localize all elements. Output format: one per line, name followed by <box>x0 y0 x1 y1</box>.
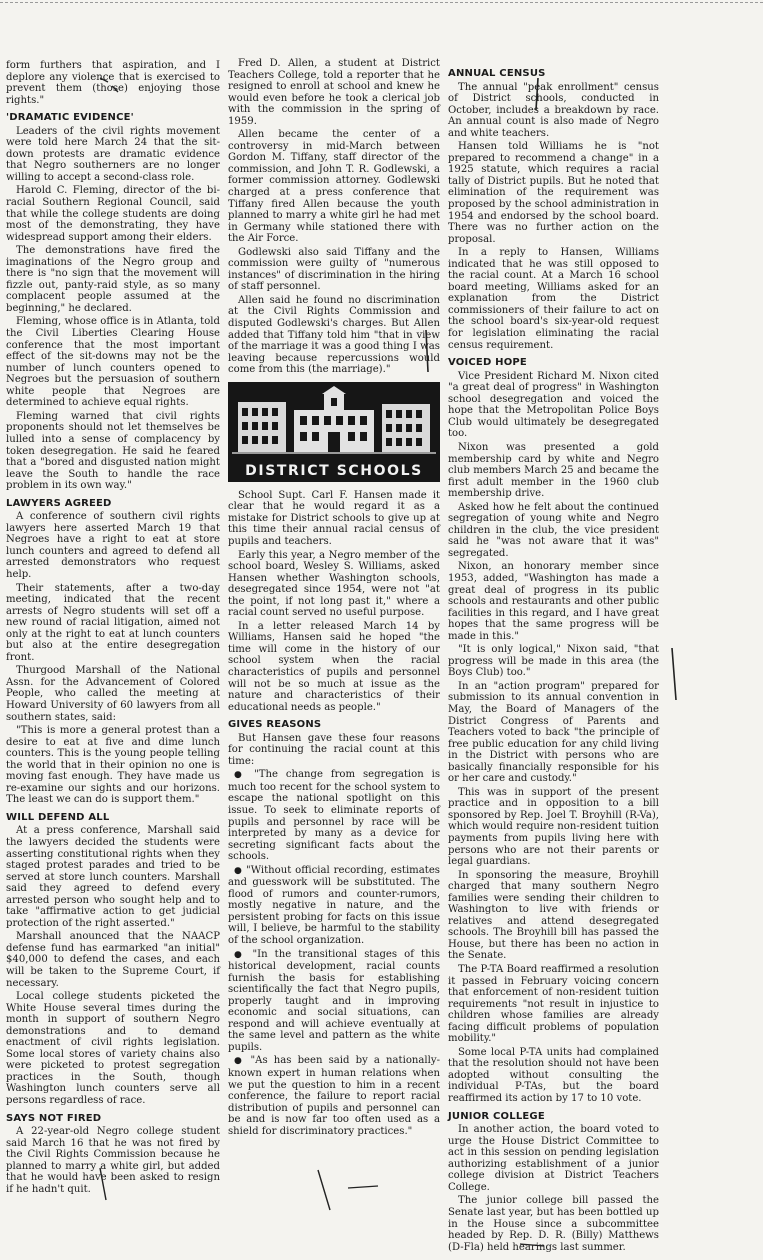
column-3 <box>448 62 659 1255</box>
paragraph: Fred D. Allen, a student at District Teachers College, told a reporter that he resigned to enroll at school and knew he would even before he took a clerical job with the commission in the spring of 1959. <box>228 58 440 127</box>
paragraph: Asked how he felt about the continued segregation of young white and Negro children in the club, the vice president said he "was not aware that it was" segregated. <box>448 501 659 559</box>
section-heading-says-not-fired: SAYS NOT FIRED <box>6 1112 102 1124</box>
paragraph: School Supt. Carl F. Hansen made it clear that he would regard it as a mistake for District schools to give up at this time their annual racial census of pupils and teachers. <box>228 489 440 547</box>
section-heading-annual-census: ANNUAL CENSUS <box>448 68 546 79</box>
section-heading-dramatic-evidence: 'DRAMATIC EVIDENCE' <box>6 112 134 124</box>
paragraph: At a press conference, Marshall said the lawyers decided the students were asserting constitutional rights when they staged protest parades and tried to be served at store lunch counters. Marshall said they agreed to defend every arrested person who sought help and to take "affirmative action to get judicial protection of the right asserted." <box>6 825 220 929</box>
district-schools-banner-text: DISTRICT SCHOOLS <box>245 463 423 480</box>
paragraph: Allen became the center of a controversy in mid-March between Gordon M. Tiffany, staff director of the commission, and John T. R. Godlewski, a former commission attorney. Godlewski charged at a press conference that Tiffany fired Allen because the youth planned to marry a white girl he had met in Germany while stationed there with the Air Force. <box>228 129 440 245</box>
section-heading-will-defend-all: WILL DEFEND ALL <box>6 811 110 823</box>
district-schools-graphic <box>228 382 440 482</box>
paragraph: In an "action program" prepared for submission to its annual convention in May, the Board of Managers of the District Congress of Parents and Teachers voted to back "the principle of free public education for any child living in the District with persons who are basically financially responsible for his or her care and custody." <box>448 680 659 785</box>
paragraph: Nixon, an honorary member since 1953, added, "Washington has made a great deal of progress in its public schools and restaurants and other public facilities in this regard, and I have great hopes that the same progress will be made in this." <box>448 561 659 642</box>
paragraph: But Hansen gave these four reasons for continuing the racial count at this time: <box>228 732 440 767</box>
paragraph: Fleming, whose office is in Atlanta, told the Civil Liberties Clearing House conference that the most important effect of the sit-downs may not be the number of lunch counters opened to Negroes but the persuasion of southern white people that Negroes are determined to achieve equal rights. <box>6 316 220 409</box>
paragraph: "This is more a general protest than a desire to eat at five and dime lunch counters. This is the young people telling the world that in their opinion no one is moving fast enough. They have made us re-examine our sights and our horizons. The least we can do is support them." <box>6 725 220 806</box>
paragraph: In another action, the board voted to urge the House District Committee to act in this session on pending legislation authorizing establishment of a junior college division at District Teachers College. <box>448 1124 659 1193</box>
paragraph: Hansen told Williams he is "not prepared to recommend a change" in a 1925 statute, which requires a racial tally of District pupils. But he noted that elimination of the requirement was proposed by the school administration in 1954 and endorsed by the school board. There was no further action on the proposal. <box>448 141 659 245</box>
paragraph: This was in support of the present practice and in opposition to a bill sponsored by Rep. Joel T. Broyhill (R-Va), which would require non-resident tuition payments from pupils living here with persons who are not their parents or legal guardians. <box>448 786 659 868</box>
paragraph: form furthers that aspiration, and I deplore any violence that is exercised to prevent them (those) enjoying those rights." <box>6 60 220 106</box>
column-2 <box>228 58 440 1139</box>
paragraph: Godlewski also said Tiffany and the commission were guilty of "numerous instances" of discrimination in the hiring of staff personnel. <box>228 246 440 293</box>
section-heading-junior-college: JUNIOR COLLEGE <box>448 1110 545 1122</box>
section-heading-voiced-hope: VOICED HOPE <box>448 357 527 369</box>
paragraph: The demonstrations have fired the imaginations of the Negro group and there is "no sign that the movement will fizzle out, panty-raid style, as so many complacent people assumed at the beginning," he declared. <box>6 245 220 314</box>
bullet-reason-4: ● "As has been said by a nationally-known expert in human relations when we put the question to him in a recent conference, the failure to report racial distribution of pupils and personnel can be and is now far too often used as a shield for discriminatory practices." <box>228 1055 440 1137</box>
page-top-rule <box>0 2 763 3</box>
paragraph: Nixon was presented a gold membership card by white and Negro club members March 25 and became the first adult member in the 1960 club membership drive. <box>448 441 659 500</box>
paragraph: Fleming warned that civil rights proponents should not let themselves be lulled into a sense of complacency by token desegregation. He said he feared that a "bored and disgusted nation might leave the South to handle the race problem in its own way." <box>6 410 220 492</box>
column-1 <box>6 60 220 1197</box>
section-heading-lawyers-agreed: LAWYERS AGREED <box>6 497 112 509</box>
paragraph: Marshall anounced that the NAACP defense fund has earmarked "an initial" $40,000 to defend the cases, and each will be taken to the Supreme Court, if necessary. <box>6 931 220 989</box>
paragraph: Early this year, a Negro member of the school board, Wesley S. Williams, asked Hansen whether Washington schools, desegregated since 1954, were not "at the point, if not long past it," where a racial count served no useful purpose. <box>228 549 440 619</box>
paragraph: Allen said he found no discrimination at the Civil Rights Commission and disputed Godlewski's charges. But Allen added that Tiffany told him "that in view of the marriage it was a good thing I was leaving because repercussions would come from this (the marriage)." <box>228 294 440 376</box>
paragraph: Some local P-TA units had complained that the resolution should not have been adopted without consulting the individual P-TAs, but the board reaffirmed its action by 17 to 10 vote. <box>448 1046 659 1105</box>
section-heading-gives-reasons: GIVES REASONS <box>228 719 322 731</box>
paragraph: In sponsoring the measure, Broyhill charged that many southern Negro families were sending their children to Washington to live with friends or relatives and attend desegregated schools. The Broyhill bill has passed the House, but there has been no action in the Senate. <box>448 869 659 962</box>
bullet-reason-1: ● "The change from segregation is much too recent for the school system to escape the national spotlight on this issue. To seek to eliminate reports of pupils and personnel by race will be interpreted by many as a device for secreting significant facts about the schools. <box>228 769 440 862</box>
paragraph: Their statements, after a two-day meeting, indicated that the recent arrests of Negro students will set off a new round of racial litigation, aimed not only at the right to eat at lunch counters but also at the entire desegregation front. <box>6 582 220 663</box>
paragraph: Harold C. Fleming, director of the bi-racial Southern Regional Council, said that while the college students are doing most of the demonstrating, they have widespread support among their elders. <box>6 185 220 243</box>
bullet-reason-2: ● "Without official recording, estimates and guesswork will be substituted. The flood of rumors and counter-rumors, mostly negative in nature, and the persistent probing for facts on this issue will, I believe, be harmful to the stability of the school organization. <box>228 865 440 947</box>
paragraph: Local college students picketed the White House several times during the month in support of southern Negro demonstrations and to demand enactment of civil rights legislation. Some local stores of variety chains also were picketed to protest segregation practices in the South, though Washington lunch counters serve all persons regardless of race. <box>6 991 220 1107</box>
paragraph: In a reply to Hansen, Williams indicated that he was still opposed to the racial count. At a March 16 school board meeting, Williams asked for an explanation from the District commissioners of their failure to act on the school board's six-year-old request for legislation eliminating the racial census requirement. <box>448 247 659 351</box>
paragraph: The P-TA Board reaffirmed a resolution it passed in February voicing concern that enforcement of non-resident tuition requirements "not result in injustice to children whose families are already facing difficult problems of population mobility." <box>448 964 659 1045</box>
paragraph: In a letter released March 14 by Williams, Hansen said he hoped "the time will come in the history of our school system when the racial characteristics of pupils and personnel will not be so much at issue as the nature and characteristics of their educational needs as people." <box>228 620 440 713</box>
paragraph: The junior college bill passed the Senate last year, but has been bottled up in the House since a subcommittee headed by Rep. D. R. (Billy) Matthews (D-Fla) held hearings last summer. <box>448 1195 659 1253</box>
paragraph: "It is only logical," Nixon said, "that progress will be made in this area (the Boys Club) too." <box>448 644 659 679</box>
paragraph: The annual "peak enrollment" census of District schools, conducted in October, includes a breakdown by race. An annual count is also made of Negro and white teachers. <box>448 81 659 139</box>
paragraph: Thurgood Marshall of the National Assn. for the Advancement of Colored People, who called the meeting at Howard University of 60 lawyers from all southern states, said: <box>6 665 220 723</box>
paragraph: Leaders of the civil rights movement were told here March 24 that the sit-down protests are dramatic evidence that Negro southerners are no longer willing to accept a second-class role. <box>6 125 220 183</box>
bullet-reason-3: ● "In the transitional stages of this historical development, racial counts furnish the basis for establishing scientifically the fact that Negro pupils, properly taught and in improving economic and social situations, can respond and will achieve eventually at the same level and pattern as the white pupils. <box>228 949 440 1054</box>
paragraph: A conference of southern civil rights lawyers here asserted March 19 that Negroes have a right to eat at store lunch counters and agreed to defend all arrested demonstrators who request help. <box>6 511 220 580</box>
paragraph: A 22-year-old Negro college student said March 16 that he was not fired by the Civil Rights Commission because he planned to marry a white girl, but added that he would have been asked to resign if he hadn't quit. <box>6 1126 220 1195</box>
paragraph: Vice President Richard M. Nixon cited "a great deal of progress" in Washington school desegregation and voiced the hope that the Metropolitan Police Boys Club would ultimately be desegregated too. <box>448 370 659 440</box>
